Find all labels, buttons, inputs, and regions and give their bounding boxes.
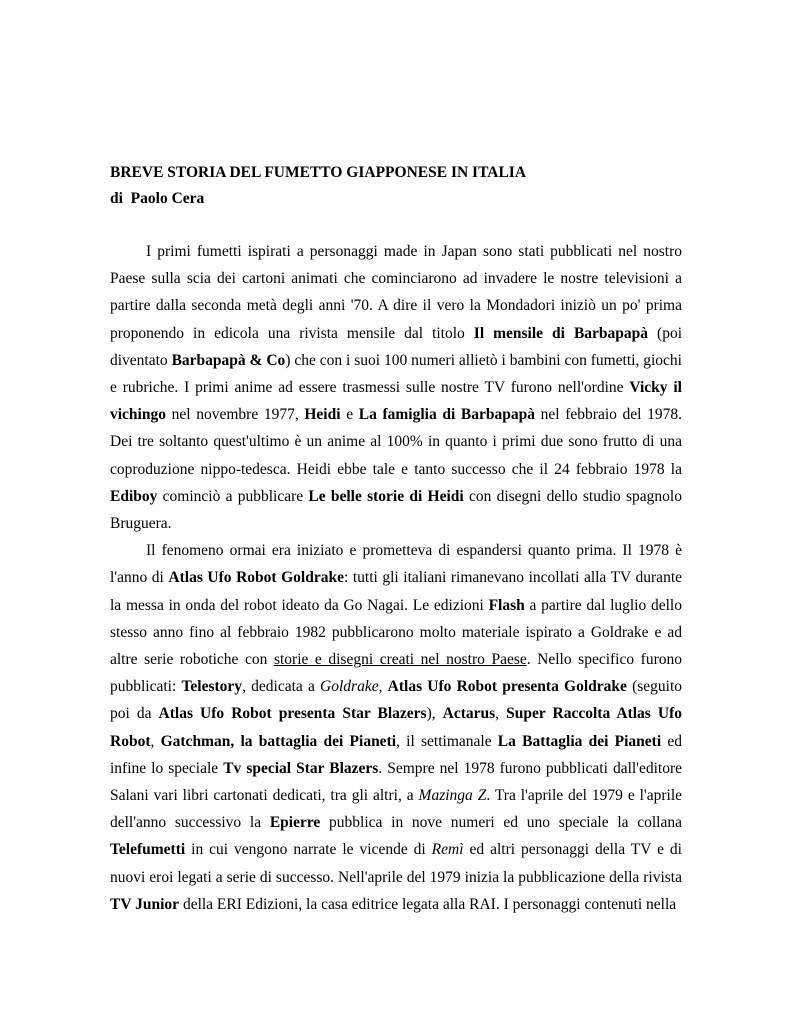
bold-title: Telestory: [181, 678, 243, 696]
bold-title: Gatchman, la battaglia dei Pianeti: [160, 732, 397, 750]
document-page: [110, 160, 682, 918]
bold-title: Super Raccolta Atlas Ufo Robot: [110, 705, 683, 750]
text-run: . Sempre nel 1978 furono pubblicati dall'editore Salani vari libri cartonati dedicati, tra gli altri, a: [110, 759, 683, 805]
text-run: ed altri personaggi della TV e di nuovi eroi legati a serie di successo. Nell'aprile del 1979 inizia la pubblicazione della rivista: [110, 841, 682, 886]
text-run: ),: [426, 705, 443, 723]
text-run: . Tra l'aprile del 1979 e l'aprile dell'anno successivo la: [110, 787, 683, 832]
text-run: : tutti gli italiani rimanevano incollati alla TV durante la messa in onda del robot ideato da Go Nagai. Le edizioni: [110, 569, 683, 614]
bold-title: Il mensile di Barbapapà: [473, 324, 649, 342]
document-title: BREVE STORIA DEL FUMETTO GIAPPONESE IN ITALIA: [110, 164, 527, 181]
bold-title: Barbapapà & Co: [171, 351, 286, 369]
paragraph: [110, 537, 682, 918]
text-run: e: [340, 406, 359, 424]
text-run: a partire dal luglio dello stesso anno fino al febbraio 1982 pubblicarono molto materiale ispirato a Goldrake e ad altre serie robotiche con: [110, 596, 682, 669]
text-run: nel febbraio del 1978. Dei tre soltanto quest'ultimo è un anime al 100% in quanto i primi due sono frutto di una coproduzione nippo-tedesca. Heidi ebbe tale e tanto successo che il 24 febbraio 1978 la: [110, 406, 682, 478]
bold-title: Telefumetti: [110, 841, 186, 859]
bold-title: Flash: [488, 596, 525, 614]
italic-title: Remì: [431, 841, 464, 859]
bold-title: Epierre: [269, 814, 321, 832]
text-run: (seguito poi da: [110, 678, 683, 723]
text-run: ,: [378, 678, 388, 696]
bold-title: Heidi: [304, 406, 341, 424]
bold-title: Atlas Ufo Robot presenta Star Blazers: [158, 705, 427, 723]
bold-title: Atlas Ufo Robot presenta Goldrake: [387, 678, 627, 696]
document-body: [110, 238, 682, 918]
bold-title: La famiglia di Barbapapà: [358, 406, 536, 424]
text-run: , dedicata a: [242, 678, 321, 696]
document-author: di Paolo Cera: [110, 190, 205, 207]
bold-title: TV Junior: [110, 895, 180, 913]
text-run: cominciò a pubblicare: [157, 487, 309, 505]
text-run: pubblica in nove numeri ed uno speciale la collana: [320, 814, 682, 832]
bold-title: Vicky il vichingo: [110, 379, 682, 424]
text-run: ed infine lo speciale: [110, 732, 682, 777]
text-run: Il fenomeno ormai era iniziato e prometteva di espandersi quanto prima. Il 1978 è l'anno di: [110, 542, 682, 587]
bold-title: La Battaglia dei Pianeti: [497, 732, 662, 750]
text-run: , il settimanale: [396, 732, 498, 750]
text-run: I primi fumetti ispirati a personaggi made in Japan sono stati pubblicati nel nostro Paese sulla scia dei cartoni animati che cominciarono ad invadere le nostre televisioni a partire dalla seconda metà degli anni '70. A dire il vero la Mondadori iniziò un po' prima proponendo in edicola una rivista mensile dal titolo: [110, 243, 682, 342]
bold-title: Ediboy: [110, 487, 158, 505]
text-run: ,: [495, 705, 507, 723]
italic-title: Mazinga Z: [418, 787, 487, 805]
bold-title: Actarus: [442, 705, 496, 723]
bold-title: Atlas Ufo Robot Goldrake: [168, 569, 344, 587]
paragraph: [110, 238, 682, 537]
text-run: nel novembre 1977,: [165, 406, 305, 424]
italic-title: Goldrake: [320, 678, 379, 696]
text-run: in cui vengono narrate le vicende di: [185, 841, 432, 859]
text-run: ,: [150, 732, 161, 750]
bold-title: Le belle storie di Heidi: [308, 487, 464, 505]
text-run: della ERI Edizioni, la casa editrice legata alla RAI. I personaggi contenuti nella: [179, 895, 677, 913]
text-run: ) che con i suoi 100 numeri allietò i bambini con fumetti, giochi e rubriche. I primi anime ad essere trasmessi sulle nostre TV furono nell'ordine: [110, 351, 682, 397]
text-run: con disegni dello studio spagnolo Bruguera.: [110, 487, 682, 533]
text-run: . Nello specifico furono pubblicati:: [110, 651, 682, 696]
underlined-text: storie e disegni creati nel nostro Paese: [273, 651, 527, 669]
text-run: (poi diventato: [110, 324, 683, 369]
bold-title: Tv special Star Blazers: [223, 759, 379, 777]
